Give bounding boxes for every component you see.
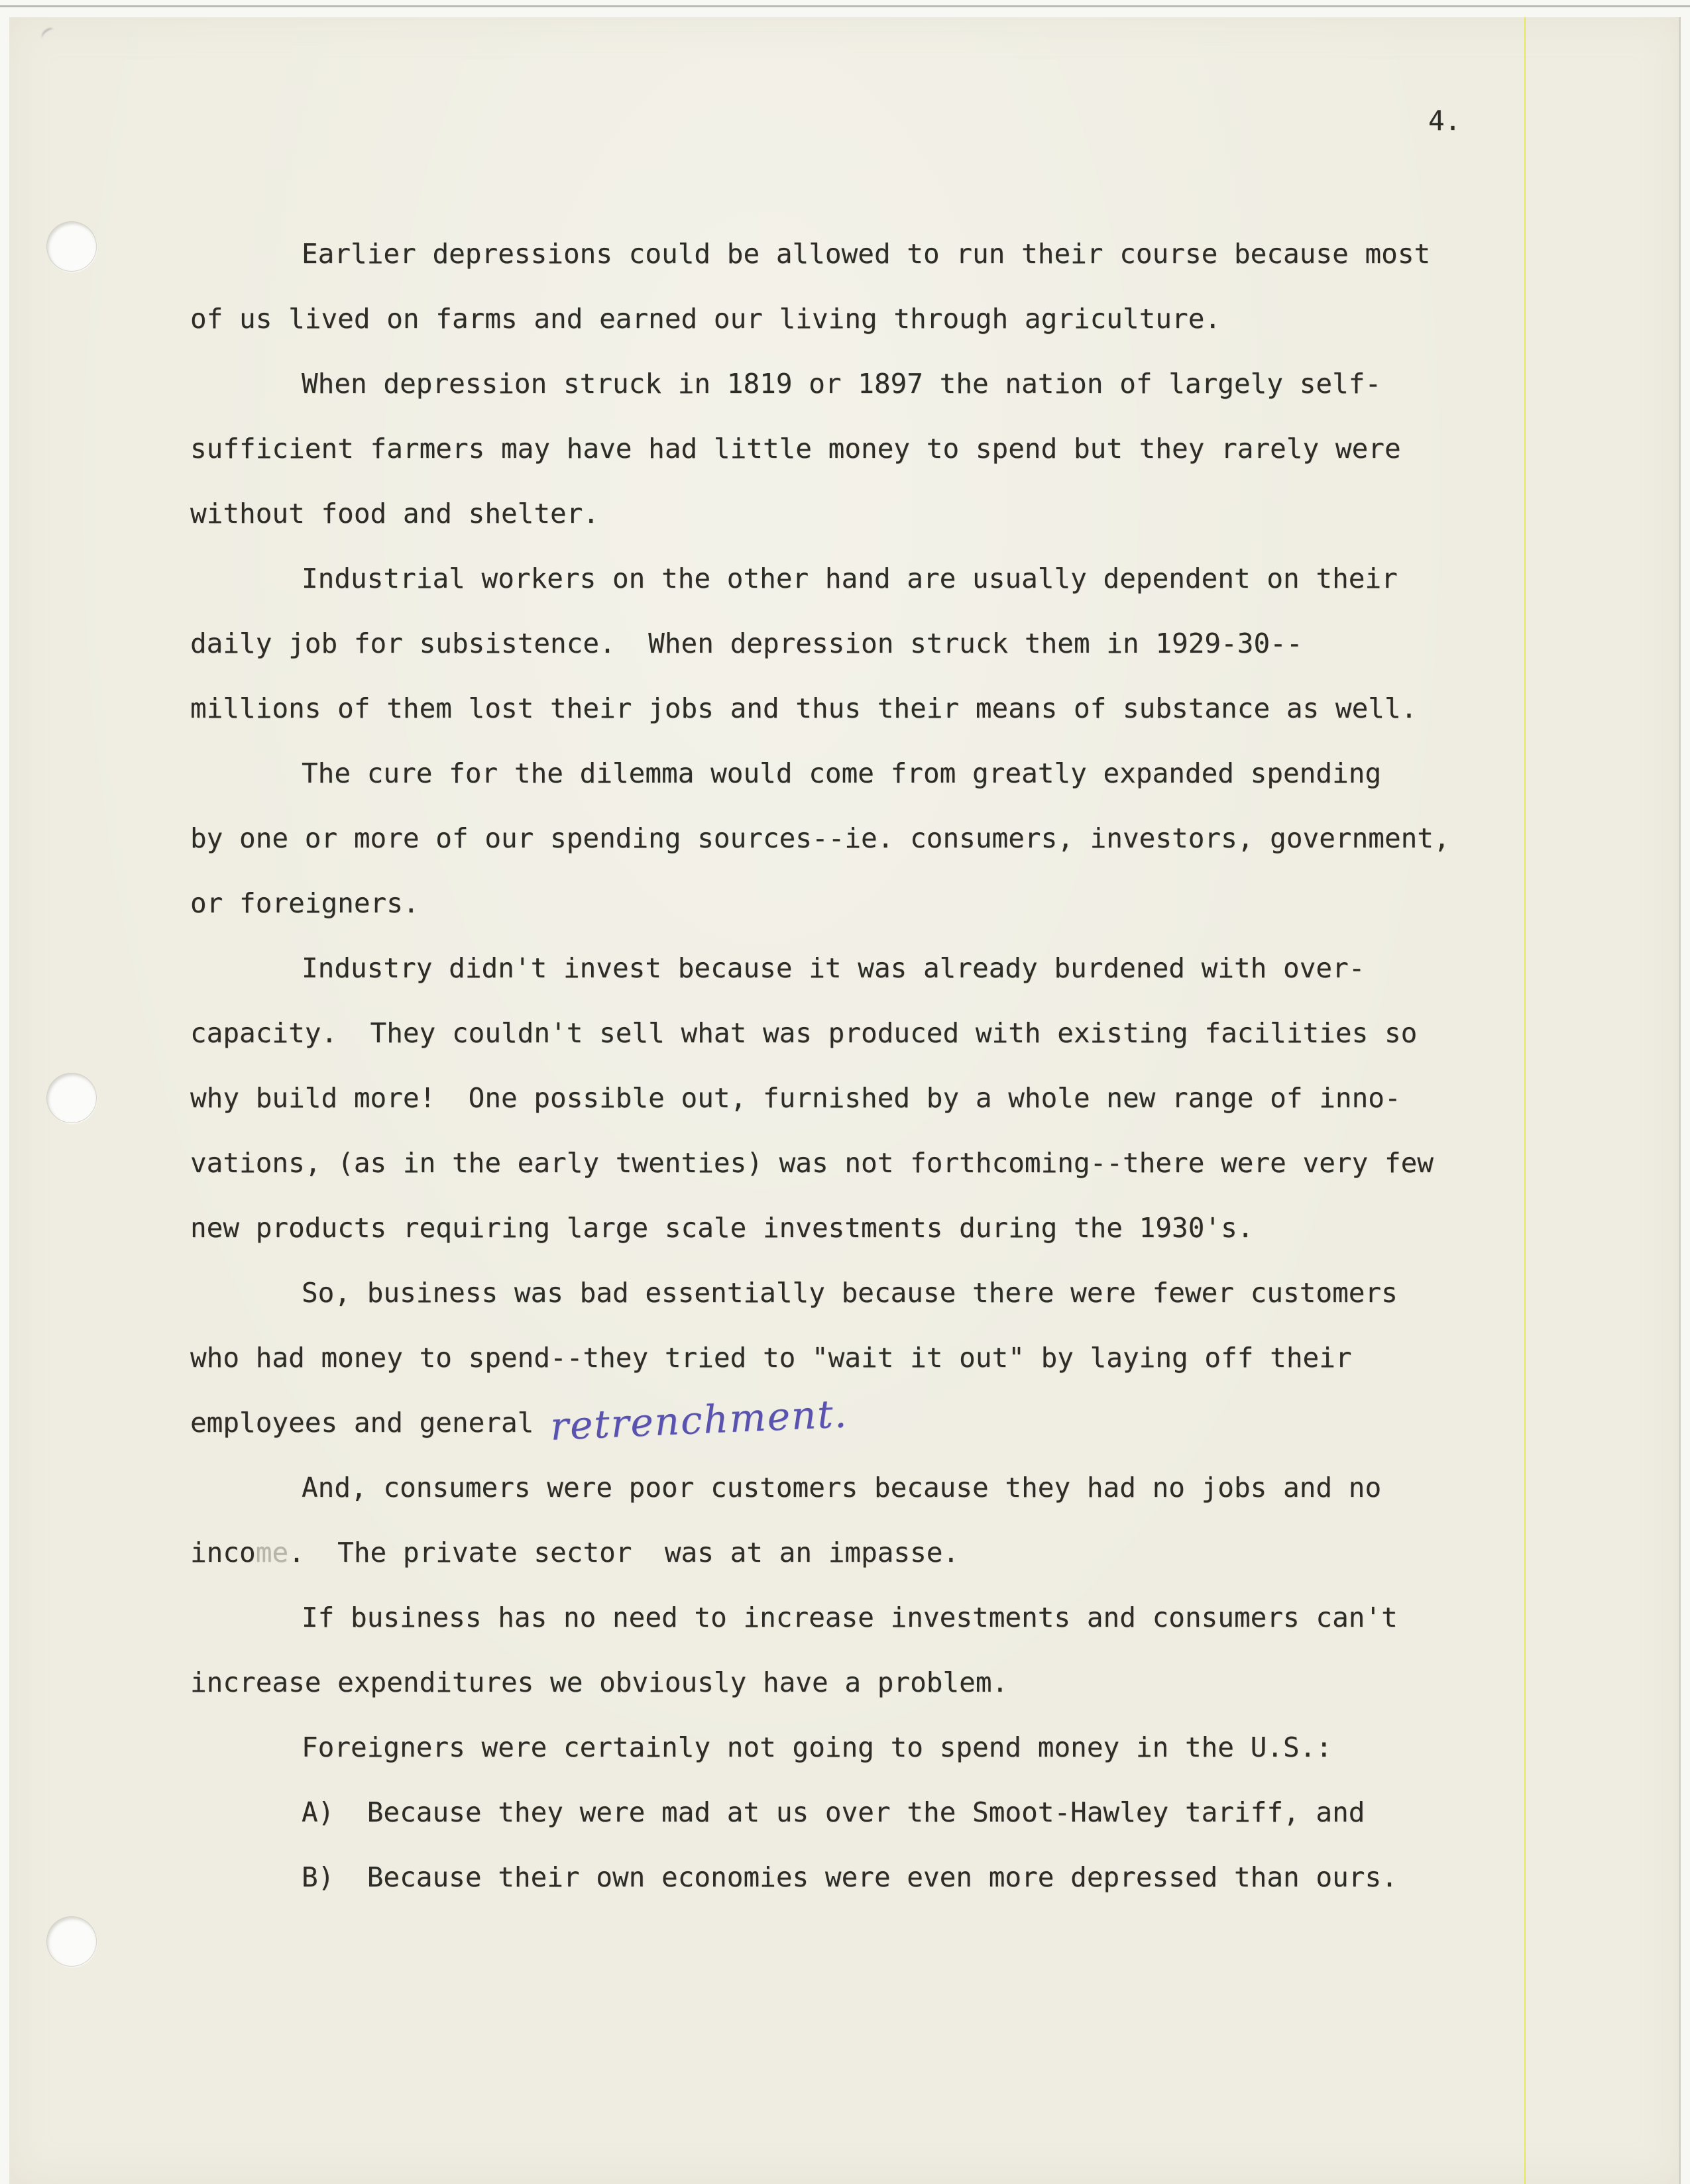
typewritten-text: capacity. They couldn't sell what was produced with existing facilities so [190,1017,1418,1049]
typewritten-text: new products requiring large scale investments during the 1930's. [190,1212,1254,1244]
typewritten-text: If business has no need to increase investments and consumers can't [302,1602,1398,1633]
text-line [190,1130,1489,1195]
text-line [190,676,1489,741]
typewritten-text: increase expenditures we obviously have a problem. [190,1666,1009,1698]
typewritten-text: by one or more of our spending sources--ie. consumers, investors, government, [190,822,1450,854]
typewritten-text: inco [190,1537,256,1568]
typewritten-text: When depression struck in 1819 or 1897 the nation of largely self- [302,368,1382,400]
paper-right-edge [1679,17,1681,2184]
text-line [190,1001,1489,1065]
text-line [190,1650,1489,1715]
typewritten-text: The cure for the dilemma would come from greatly expanded spending [302,757,1382,789]
text-line [190,546,1489,611]
text-line [190,221,1489,286]
text-line [190,741,1489,806]
paper-smudge [39,26,58,43]
typewritten-text: why build more! One possible out, furnished by a whole new range of inno- [190,1082,1401,1114]
typewritten-text: And, consumers were poor customers because they had no jobs and no [302,1472,1382,1503]
typewritten-text: vations, (as in the early twenties) was not forthcoming--there were very few [190,1147,1434,1179]
scanner-edge-line [0,5,1690,7]
handwritten-annotation: retrenchment. [549,1391,849,1449]
typewritten-text: employees and general [190,1407,551,1439]
faded-typewritten-text: me [255,1537,289,1568]
vertical-margin-rule [1524,17,1526,2184]
text-line [190,1260,1489,1325]
hole-punch [47,1917,96,1966]
typewritten-text: sufficient farmers may have had little money to spend but they rarely were [190,433,1401,464]
text-line [190,1325,1489,1390]
typewritten-text: B) Because their own economies were even more depressed than ours. [302,1861,1398,1893]
text-line [190,286,1489,351]
page-number: 4. [1428,105,1461,136]
hole-punch [47,1073,96,1122]
text-line [190,1585,1489,1650]
text-line [190,1780,1489,1845]
typewritten-text: Industry didn't invest because it was already burdened with over- [302,952,1365,984]
text-line [190,806,1489,871]
typewritten-text: Earlier depressions could be allowed to run their course because most [302,238,1431,270]
text-line [190,871,1489,936]
text-line [190,611,1489,676]
typewritten-text: Foreigners were certainly not going to spend money in the U.S.: [302,1731,1333,1763]
typewritten-text: daily job for subsistence. When depression struck them in 1929-30-- [190,628,1303,659]
typewritten-text: A) Because they were mad at us over the Smoot-Hawley tariff, and [302,1796,1365,1828]
text-line [190,1390,1489,1455]
typewritten-text: of us lived on farms and earned our living through agriculture. [190,303,1221,335]
text-line [190,1845,1489,1910]
text-line [190,1065,1489,1130]
text-line [190,1715,1489,1780]
hole-punch [47,222,96,271]
text-line [190,1195,1489,1260]
text-line [190,416,1489,481]
typewritten-text: millions of them lost their jobs and thus their means of substance as well. [190,692,1418,724]
text-line [190,1455,1489,1520]
paper [9,17,1681,2184]
text-block [190,221,1489,1910]
typewritten-text: So, business was bad essentially because there were fewer customers [302,1277,1398,1309]
typewritten-text: Industrial workers on the other hand are usually dependent on their [302,563,1398,594]
typewritten-text: without food and shelter. [190,498,600,529]
text-line [190,481,1489,546]
text-line [190,351,1489,416]
typewritten-text: . The private sector was at an impasse. [288,1537,960,1568]
typewritten-text: who had money to spend--they tried to "wait it out" by laying off their [190,1342,1352,1374]
text-line [190,936,1489,1001]
text-line [190,1520,1489,1585]
typewritten-text: or foreigners. [190,887,420,919]
